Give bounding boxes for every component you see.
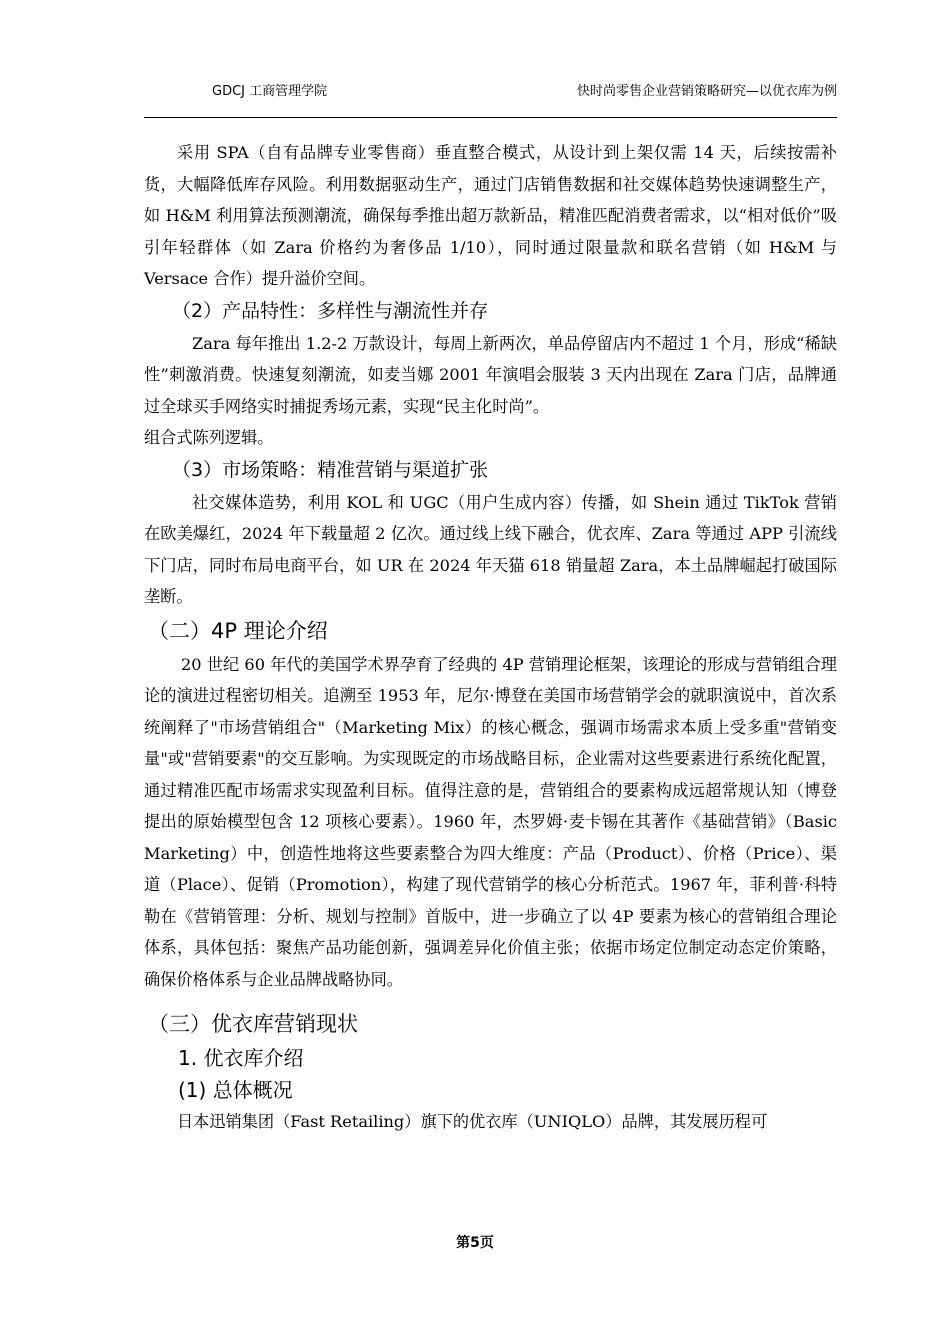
heading-uniqlo-status: （三）优衣库营销现状 — [148, 1012, 358, 1036]
header-thesis-title: 快时尚零售企业营销策略研究—以优衣库为例 — [576, 84, 837, 99]
paragraph-display-logic: 组合式陈列逻辑。 — [144, 428, 274, 447]
heading-market-strategy: （3）市场策略：精准营销与渠道扩张 — [172, 458, 489, 481]
header-rule — [144, 117, 837, 118]
paragraph-spa-model: 采用 SPA（自有品牌专业零售商）垂直整合模式，从设计到上架仅需 14 天，后续按需补货，大幅降低库存风险。利用数据驱动生产，通过门店销售数据和社交媒体趋势快速调整生产，如 H&M 利用算法预测潮流，确保每季推出超万款新品，精准匹配消费者需求，以“相对低价”吸引年轻群体（如 Zara 价格约为奢侈品 1/10），同时通过限量款和联名营销（如 H&M 与 Versace 合作）提升溢价空间。 — [144, 143, 837, 288]
heading-uniqlo-intro: 1. 优衣库介绍 — [178, 1046, 304, 1070]
heading-overview: (1) 总体概况 — [178, 1078, 293, 1102]
page-header — [144, 78, 837, 102]
paragraph-overview: 日本迅销集团（Fast Retailing）旗下的优衣库（UNIQLO）品牌，其发展历程可 — [177, 1112, 768, 1131]
heading-4p-theory: （二）4P 理论介绍 — [148, 618, 328, 643]
page-body — [144, 137, 837, 1138]
paragraph-product-features: Zara 每年推出 1.2-2 万款设计，每周上新两次，单品停留店内不超过 1 个月，形成“稀缺性”刺激消费。快速复刻潮流，如麦当娜 2001 年演唱会服装 3 天内出现在 Zara 门店，品牌通过全球买手网络实时捕捉秀场元素，实现“民主化时尚”。 — [144, 333, 837, 416]
heading-product-features: （2）产品特性：多样性与潮流性并存 — [172, 299, 489, 322]
paragraph-4p-theory: 20 世纪 60 年代的美国学术界孕育了经典的 4P 营销理论框架，该理论的形成与营销组合理论的演进过程密切相关。追溯至 1953 年，尼尔·博登在美国市场营销学会的就职演说中，首次系统阐释了"市场营销组合"（Marketing Mix）的核心概念，强调市场需求本质上受多重"营销变量"或"营销要素"的交互影响。为实现既定的市场战略目标，企业需对这些要素进行系统化配置，通过精准匹配市场需求实现盈利目标。值得注意的是，营销组合的要素构成远超常规认知（博登提出的原始模型包含 12 项核心要素）。1960 年，杰罗姆·麦卡锡在其著作《基础营销》（Basic Marketing）中，创造性地将这些要素整合为四大维度：产品（Product）、价格（Price）、渠道（Place）、促销（Promotion），构建了现代营销学的核心分析范式。1967 年，菲利普·科特勒在《营销管理：分析、规划与控制》首版中，进一步确立了以 4P 要素为核心的营销组合理论体系，具体包括：聚焦产品功能创新，强调差异化价值主张；依据市场定位制定动态定价策略，确保价格体系与企业品牌战略协同。 — [144, 654, 837, 989]
header-school: GDCJ 工商管理学院 — [212, 84, 328, 99]
paragraph-market-strategy: 社交媒体造势，利用 KOL 和 UGC（用户生成内容）传播，如 Shein 通过 TikTok 营销在欧美爆红，2024 年下载量超 2 亿次。通过线上线下融合，优衣库、Zara 等通过 APP 引流线下门店，同时布局电商平台，如 UR 在 2024 年天猫 618 销量超 Zara，本土品牌崛起打破国际垄断。 — [144, 492, 837, 606]
page-number: 第5页 — [456, 1235, 494, 1251]
